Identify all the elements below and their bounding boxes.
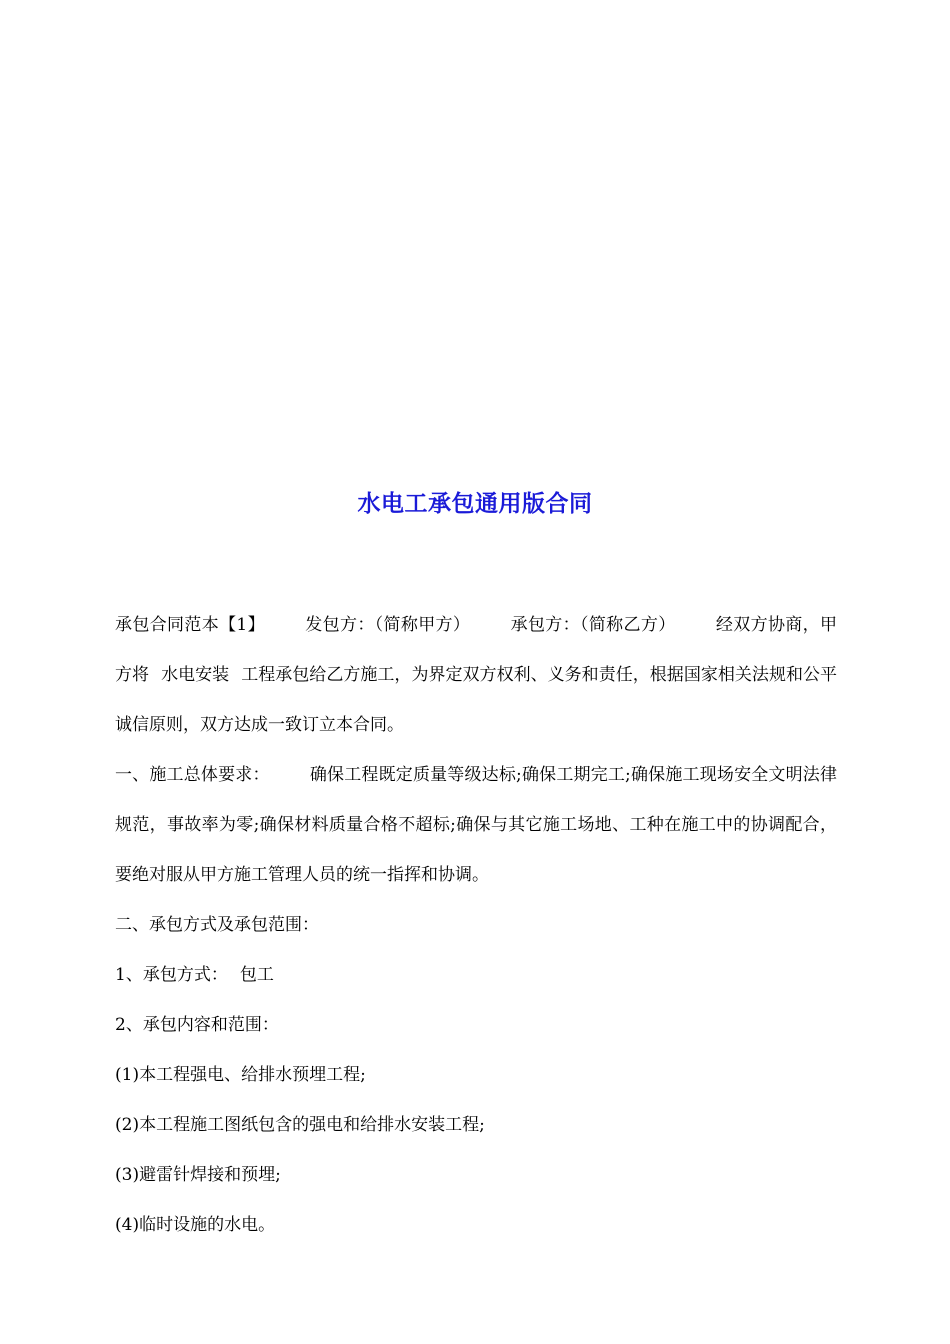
party-b: 承包方：（简称乙方） [510, 615, 676, 635]
intro-text-start: 经双方协商，甲方将 [115, 615, 837, 685]
party-a: 发包方：（简称甲方） [304, 615, 471, 635]
section1-text: 确保工程既定质量等级达标;确保工期完工;确保施工现场安全文明法律规范，事故率为零;确保材料质量合格不超标;确保与其它施工场地、工种在施工中的协调配合，要绝对服从甲方施工管理人员的统一指挥和协调。 [115, 765, 837, 885]
project-name: 水电安装 [161, 665, 230, 685]
section1-paragraph [115, 750, 837, 900]
scope-item: (3)避雷针焊接和预埋; [115, 1165, 281, 1185]
intro-label: 承包合同范本【1】 [115, 615, 265, 635]
document-title: 水电工承包通用版合同 [357, 491, 593, 517]
intro-paragraph [115, 600, 837, 750]
intro-text-rest: 工程承包给乙方施工，为界定双方权利、义务和责任，根据国家相关法规和公平诚信原则，双方达成一致订立本合同。 [115, 665, 838, 735]
document-body [115, 600, 837, 1250]
item1-label: 1、承包方式： [115, 965, 228, 985]
section1-heading: 一、施工总体要求： [115, 765, 270, 785]
section2-heading: 二、承包方式及承包范围： [115, 915, 319, 935]
scope-item: (2)本工程施工图纸包含的强电和给排水安装工程; [115, 1115, 485, 1135]
item2-label: 2、承包内容和范围： [115, 1015, 279, 1035]
scope-item: (4)临时设施的水电。 [115, 1215, 276, 1235]
item1-paragraph [115, 950, 837, 1000]
item1-value: 包工 [239, 965, 274, 985]
scope-item: (1)本工程强电、给排水预埋工程; [115, 1065, 366, 1085]
